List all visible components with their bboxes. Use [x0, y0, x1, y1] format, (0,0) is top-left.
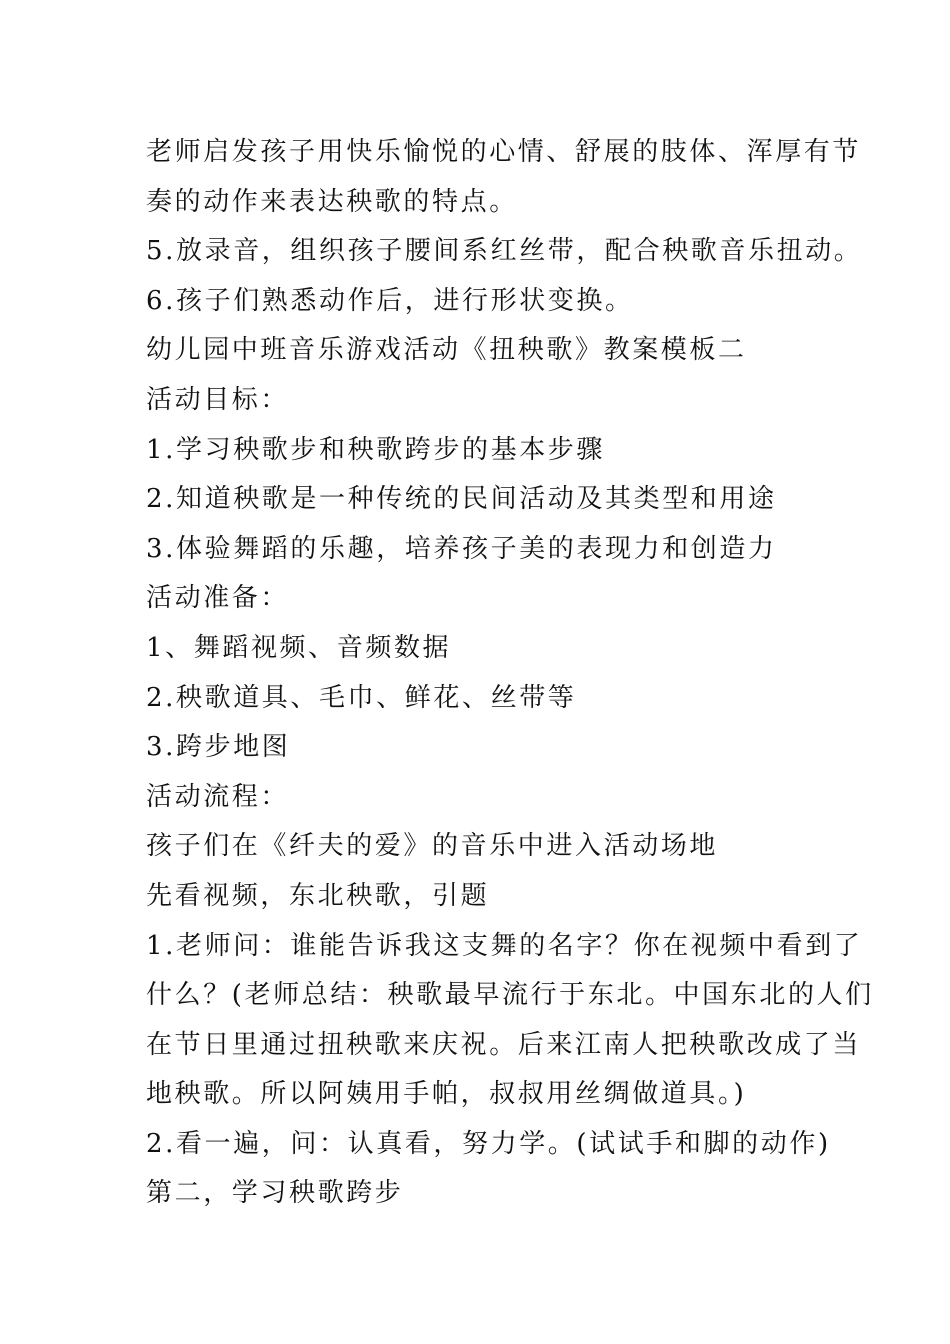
paragraph-line: 5.放录音，组织孩子腰间系红丝带，配合秧歌音乐扭动。: [146, 236, 863, 267]
paragraph-line: 6.孩子们熟悉动作后，进行形状变换。: [146, 285, 634, 316]
paragraph-line: 地秧歌。所以阿姨用手帕，叔叔用丝绸做道具。): [146, 1079, 747, 1110]
section-heading: 活动流程：: [146, 781, 290, 812]
list-item: 2.知道秧歌是一种传统的民间活动及其类型和用途: [146, 484, 777, 515]
section-heading: 活动目标：: [146, 384, 290, 415]
paragraph-line: 在节日里通过扭秧歌来庆祝。后来江南人把秧歌改成了当: [146, 1029, 862, 1060]
paragraph-line: 什么？(老师总结：秧歌最早流行于东北。中国东北的人们: [146, 980, 874, 1011]
paragraph-line: 奏的动作来表达秧歌的特点。: [146, 186, 518, 217]
paragraph-line: 老师启发孩子用快乐愉悦的心情、舒展的肢体、浑厚有节: [146, 137, 862, 167]
list-item: 1.学习秧歌步和秧歌跨步的基本步骤: [146, 434, 606, 465]
list-item: 3.跨步地图: [146, 732, 291, 763]
list-item: 2.秧歌道具、毛巾、鲜花、丝带等: [146, 682, 577, 713]
paragraph-line: 孩子们在《纤夫的爱》的音乐中进入活动场地: [146, 831, 719, 862]
section-heading: 活动准备：: [146, 583, 290, 614]
section-title: 幼儿园中班音乐游戏活动《扭秧歌》教案模板二: [146, 335, 747, 366]
paragraph-line: 1.老师问：谁能告诉我这支舞的名字？你在视频中看到了: [146, 930, 863, 961]
list-item: 1、舞蹈视频、音频数据: [146, 632, 452, 663]
paragraph-line: 第二，学习秧歌跨步: [146, 1178, 404, 1209]
list-item: 3.体验舞蹈的乐趣，培养孩子美的表现力和创造力: [146, 533, 777, 564]
document-body: [146, 128, 874, 1219]
paragraph-line: 2.看一遍，问：认真看，努力学。(试试手和脚的动作): [146, 1128, 831, 1159]
paragraph-line: 先看视频，东北秧歌，引题: [146, 880, 490, 911]
